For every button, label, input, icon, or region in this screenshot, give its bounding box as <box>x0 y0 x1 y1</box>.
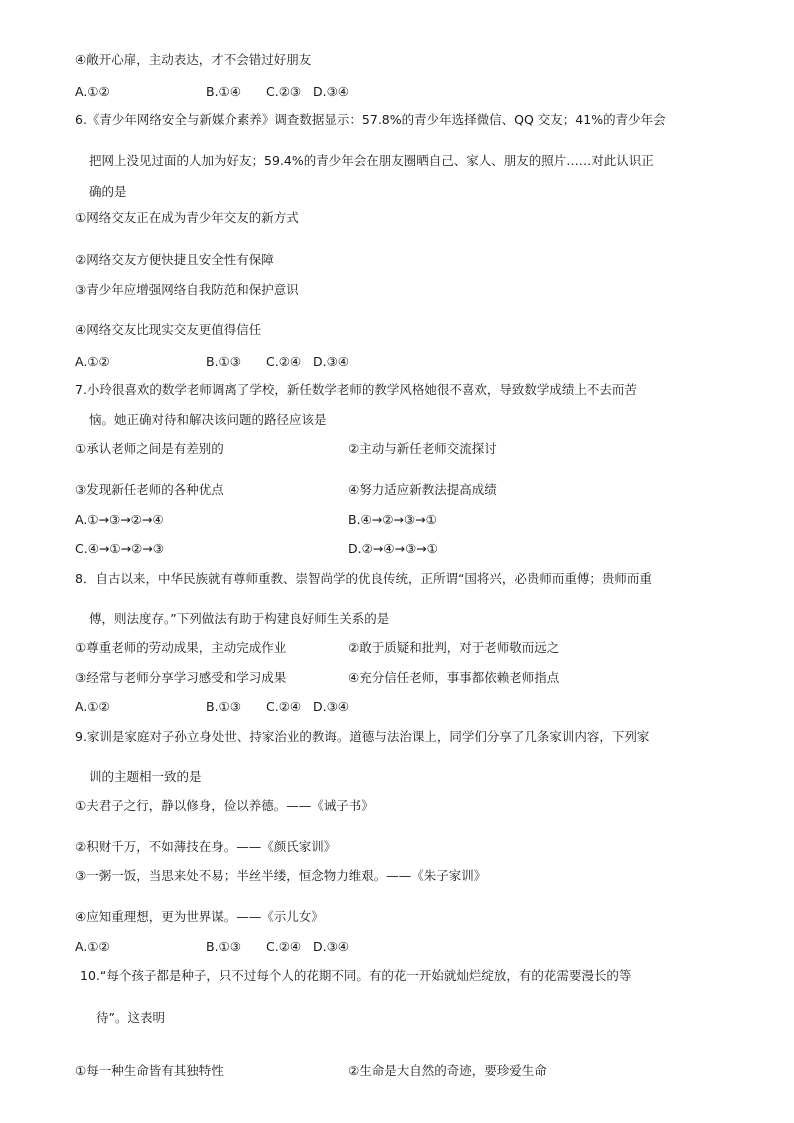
q8-item-3: ③经常与老师分享学习感受和学习成果 <box>75 670 287 685</box>
q5-option-a: A.①② <box>75 84 110 99</box>
q7-option-d: D.②→④→③→① <box>348 541 438 556</box>
q10-stem-line-1: 10.“每个孩子都是种子，只不过每个人的花期不同。有的花一开始就灿烂绽放，有的花需要漫长的等 <box>80 968 632 983</box>
q9-option-a: A.①② <box>75 939 110 954</box>
q8-stem-line-2: 傅，则法度存。”下列做法有助于构建良好师生关系的是 <box>89 611 390 626</box>
q6-item-1: ①网络交友正在成为青少年交友的新方式 <box>75 210 299 225</box>
q9-item-3: ③一粥一饭，当思来处不易；半丝半缕，恒念物力维艰。——《朱子家训》 <box>75 868 487 883</box>
q9-options <box>0 939 794 955</box>
q5-options <box>0 84 794 100</box>
q8-item-1: ①尊重老师的劳动成果，主动完成作业 <box>75 640 287 655</box>
q9-option-c: C.②④ <box>266 939 302 954</box>
q9-stem-line-1: 9.家训是家庭对子孙立身处世、持家治业的教诲。道德与法治课上，同学们分享了几条家训内容，下列家 <box>75 729 650 744</box>
q7-item-4: ④努力适应新教法提高成绩 <box>348 482 497 497</box>
q6-stem-line-1: 6.《青少年网络安全与新媒介素养》调查数据显示：57.8%的青少年选择微信、QQ 交友；41%的青少年会 <box>75 112 666 127</box>
q7-item-3: ③发现新任老师的各种优点 <box>75 482 224 497</box>
q8-option-d: D.③④ <box>313 699 350 714</box>
q7-stem-line-1: 7.小玲很喜欢的数学老师调离了学校，新任数学老师的教学风格她很不喜欢，导致数学成绩上不去而苦 <box>75 382 637 397</box>
q8-item-2: ②敢于质疑和批判，对于老师敬而远之 <box>348 640 560 655</box>
q8-option-c: C.②④ <box>266 699 302 714</box>
q8-options <box>0 699 794 715</box>
q6-stem-line-3: 确的是 <box>89 184 127 199</box>
q10-item-1: ①每一种生命皆有其独特性 <box>75 1063 224 1078</box>
q8-stem-line-1: 8．自古以来，中华民族就有尊师重教、崇智尚学的优良传统，正所谓“国将兴，必贵师而重傅；贵师而重 <box>75 571 652 586</box>
q8-option-a: A.①② <box>75 699 110 714</box>
q7-option-a: A.①→③→②→④ <box>75 512 164 527</box>
q7-option-c: C.④→①→②→③ <box>75 541 164 556</box>
q9-item-2: ②积财千万，不如薄技在身。——《颜氏家训》 <box>75 839 337 854</box>
q6-options <box>0 354 794 370</box>
q10-stem-line-2: 待”。这表明 <box>96 1010 165 1025</box>
q9-stem-line-2: 训的主题相一致的是 <box>89 769 202 784</box>
q6-item-2: ②网络交友方便快捷且安全性有保障 <box>75 252 274 267</box>
q7-stem-line-2: 恼。她正确对待和解决该问题的路径应该是 <box>89 412 327 427</box>
q5-option-d: D.③④ <box>313 84 350 99</box>
q9-option-b: B.①③ <box>206 939 241 954</box>
q8-option-b: B.①③ <box>206 699 241 714</box>
q6-option-c: C.②④ <box>266 354 302 369</box>
q5-option-c: C.②③ <box>266 84 302 99</box>
q7-item-1: ①承认老师之间是有差别的 <box>75 441 224 456</box>
q7-option-b: B.④→②→③→① <box>348 512 437 527</box>
q5-item-4: ④敞开心扉，主动表达，才不会错过好朋友 <box>75 52 312 67</box>
q8-item-4: ④充分信任老师，事事都依赖老师指点 <box>348 670 560 685</box>
q10-item-2: ②生命是大自然的奇迹，要珍爱生命 <box>348 1063 547 1078</box>
q7-item-2: ②主动与新任老师交流探讨 <box>348 441 497 456</box>
q6-item-4: ④网络交友比现实交友更值得信任 <box>75 322 262 337</box>
q6-option-b: B.①③ <box>206 354 241 369</box>
q9-item-1: ①夫君子之行，静以修身，俭以养德。——《诫子书》 <box>75 798 374 813</box>
q6-option-d: D.③④ <box>313 354 350 369</box>
q9-item-4: ④应知重理想，更为世界谋。——《示儿女》 <box>75 909 324 924</box>
q6-item-3: ③青少年应增强网络自我防范和保护意识 <box>75 282 299 297</box>
q6-option-a: A.①② <box>75 354 110 369</box>
q9-option-d: D.③④ <box>313 939 350 954</box>
q6-stem-line-2: 把网上没见过面的人加为好友；59.4%的青少年会在朋友圈晒自己、家人、朋友的照片……对此认识正 <box>89 153 654 168</box>
q5-option-b: B.①④ <box>206 84 241 99</box>
